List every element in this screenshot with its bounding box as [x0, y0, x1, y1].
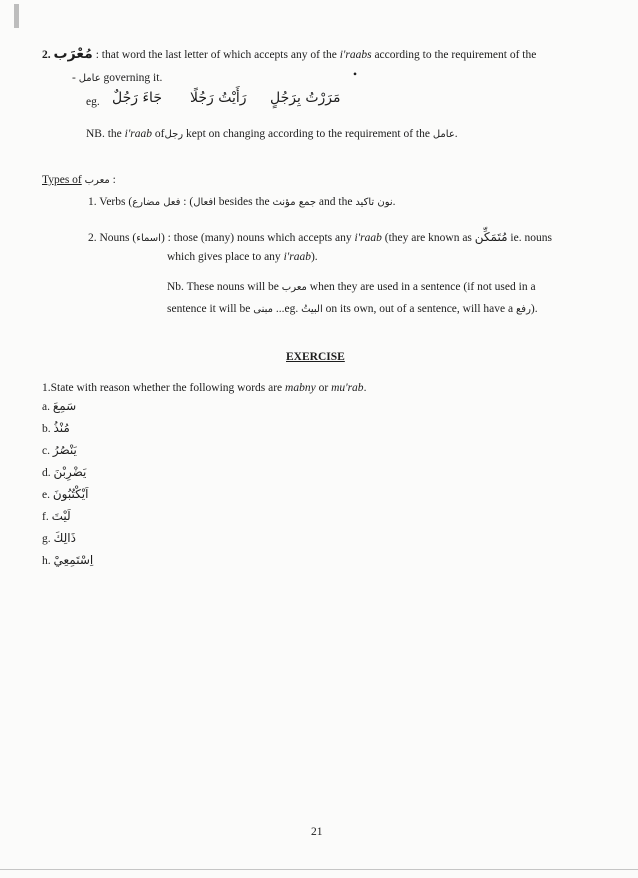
section-2-line-2: - عامل governing it.: [72, 72, 163, 84]
exercise-item: a. سَمِعَ: [42, 399, 77, 413]
exercise-item: h. اِسْتَمِعِيْ: [42, 553, 94, 567]
exercise-item: b. مُنْذُ: [42, 421, 70, 435]
exercise-item: g. ذَالِكَ: [42, 531, 76, 545]
types-verbs: 1. Verbs ( افعال) : فعل مضارع besides the جمع مؤنث and the نون تاكيد.: [88, 196, 396, 208]
exercise-item: c. يَنْصُرُ: [42, 443, 77, 457]
nb2-line-2: sentence it will be مبنى ...eg. البيتُ on its own, out of a sentence, will have a رفع).: [167, 303, 538, 315]
nb2-line-1: Nb. These nouns will be معرب when they are used in a sentence (if not used in a: [167, 281, 536, 293]
eg-label: eg.: [86, 96, 100, 108]
example-3: مَرَرْتُ بِرَجُلٍ: [270, 90, 341, 106]
types-nouns: 2. Nouns (اسماء) : those (many) nouns which accepts any i'raab (they are known as مُتَمَكِّن ie. nouns: [88, 230, 552, 244]
section-2-line-1: 2. مُعْرَب : that word the last letter of which accepts any of the i'raabs according to the requirement of the: [42, 46, 537, 62]
nb-line: NB. the i'raab ofرجل kept on changing according to the requirement of the عامل.: [86, 128, 458, 140]
exercise-item: d. يَضْرِبْنَ: [42, 465, 87, 479]
scan-edge-line: [0, 869, 638, 870]
exercise-item: f. لَيْتَ: [42, 509, 71, 523]
example-1: جَاءَ رَجُلٌ: [112, 90, 162, 106]
types-heading: Types of معرب :: [42, 174, 116, 186]
bullet: •: [353, 69, 358, 81]
page-number: 21: [311, 826, 323, 838]
scan-margin-mark: [14, 4, 19, 28]
section-number: 2.: [42, 49, 51, 61]
exercise-item: e. اَيْكْتُبُونَ: [42, 487, 89, 501]
example-2: رَأَيْتُ رَجُلًا: [190, 90, 247, 106]
term-murab: مُعْرَب: [53, 46, 93, 62]
exercise-instruction: 1.State with reason whether the following words are mabny or mu'rab.: [42, 382, 367, 394]
exercise-title: EXERCISE: [286, 351, 345, 363]
types-nouns-line-2: which gives place to any i'raab).: [167, 251, 318, 263]
